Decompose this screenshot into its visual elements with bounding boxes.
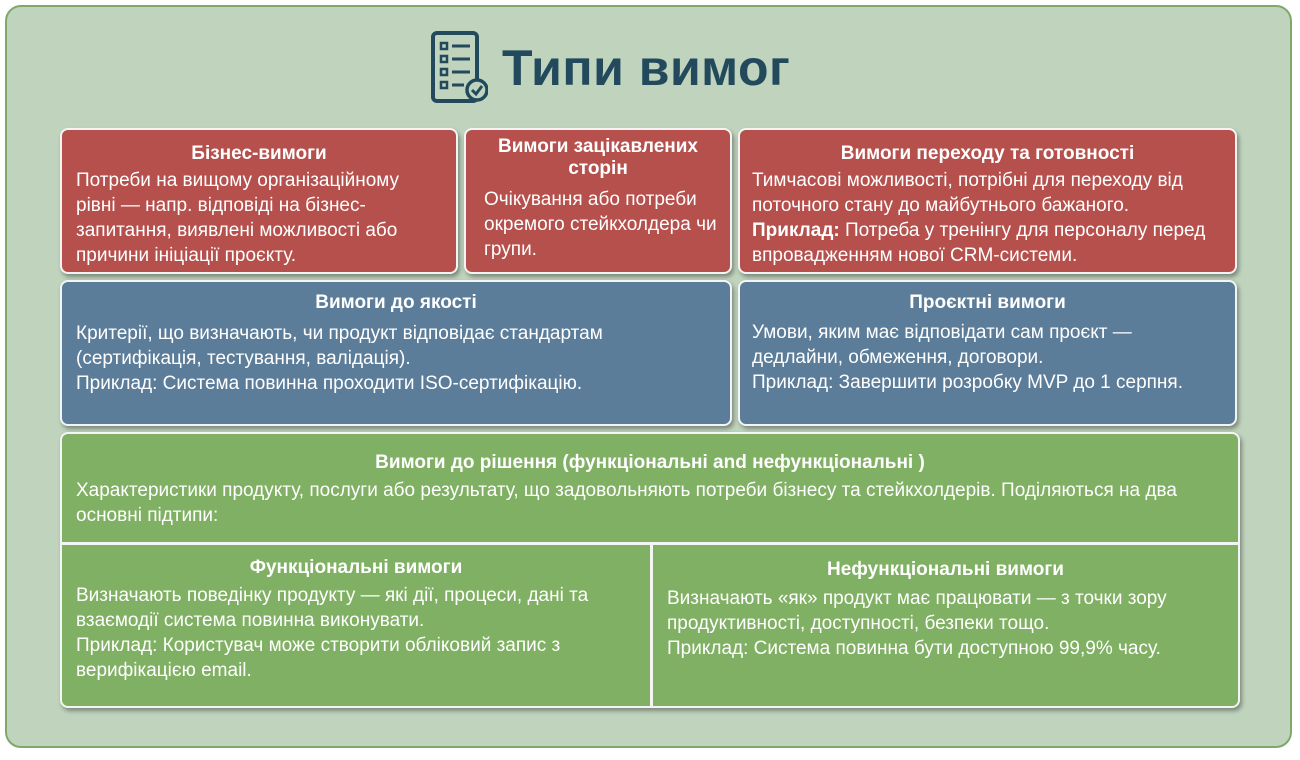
page-title: Типи вимог (502, 40, 791, 96)
quality-requirements-card (60, 280, 732, 426)
nonfunctional-requirements-title: Нефункціональні вимоги (827, 559, 1064, 580)
business-requirements-body: Потреби на вищому організаційному рівні — напр. відповіді на бізнес-запитання, виявлені можливості або причини ініціації проєкту. (76, 170, 400, 266)
project-description: Умови, яким має відповідати сам проєкт — дедлайни, обмеження, договори. (752, 322, 1132, 368)
functional-requirements-title: Функціональні вимоги (249, 557, 463, 578)
stakeholder-requirements-title: Вимоги зацікавлених сторін (497, 136, 699, 179)
checklist-icon (430, 30, 488, 106)
nonfunctional-requirements-body (667, 586, 1224, 661)
nonfunctional-description: Визначають «як» продукт має працювати — з точки зору продуктивності, доступності, безпеки тощо. (667, 588, 1167, 634)
transition-requirements-title: Вимоги переходу та готовності (840, 143, 1135, 164)
functional-requirements-section (62, 545, 650, 695)
transition-description: Тимчасові можливості, потрібні для переходу від поточного стану до майбутнього бажаного. (752, 170, 1183, 216)
functional-description: Визначають поведінку продукту — які дії, процеси, дані та взаємодії система повинна виконувати. (76, 585, 589, 631)
transition-example: Потреба у тренінгу для персоналу перед впровадженням нової CRM-системи. (752, 220, 1206, 266)
stakeholder-requirements-body: Очікування або потреби окремого стейкхолдера чи групи. (484, 189, 717, 260)
nonfunctional-requirements-section (653, 545, 1238, 675)
project-requirements-title: Проєктні вимоги (909, 292, 1066, 313)
nonfunctional-example: Приклад: Система повинна бути доступною 99,9% часу. (667, 638, 1161, 659)
functional-requirements-body (76, 583, 636, 683)
solution-requirements-title: Вимоги до рішення (функціональні and нефункціональні ) (375, 452, 925, 473)
project-example: Приклад: Завершити розробку MVP до 1 серпня. (752, 372, 1183, 393)
quality-requirements-title: Вимоги до якості (315, 292, 477, 313)
quality-description: Критерії, що визначають, чи продукт відповідає стандартам (сертифікація, тестування, валідація). (76, 323, 603, 369)
header (430, 28, 790, 108)
solution-requirements-body: Характеристики продукту, послуги або результату, що задовольняють потреби бізнесу та стейкхолдерів. Поділяються на два основні підтипи: (76, 480, 1177, 526)
transition-requirements-card (738, 128, 1237, 274)
solution-requirements-card (60, 432, 1240, 708)
transition-requirements-body (752, 168, 1223, 268)
quality-requirements-body (76, 321, 716, 396)
project-requirements-body (752, 320, 1223, 395)
business-requirements-card (60, 128, 458, 274)
functional-example: Приклад: Користувач може створити обліковий запис з верифікацією email. (76, 635, 561, 681)
project-requirements-card (738, 280, 1237, 426)
business-requirements-title: Бізнес-вимоги (191, 143, 327, 164)
transition-example-label: Приклад: (752, 220, 840, 241)
quality-example: Приклад: Система повинна проходити ISO-сертифікацію. (76, 373, 583, 394)
stakeholder-requirements-card (464, 128, 732, 274)
